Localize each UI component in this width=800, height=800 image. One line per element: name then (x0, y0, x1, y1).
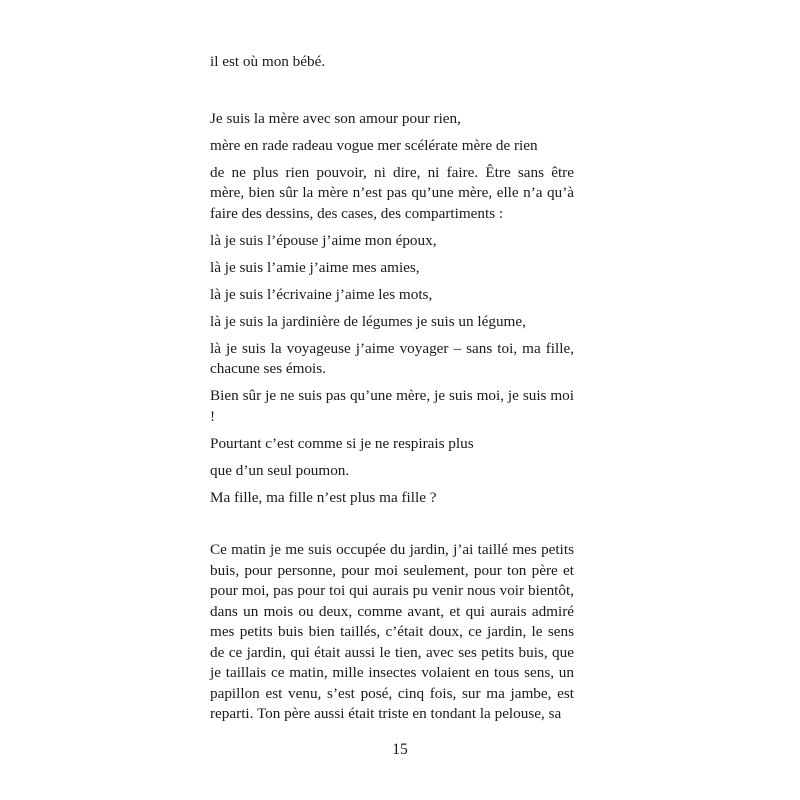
text-line: là je suis la jardinière de légumes je suis un légume, (210, 312, 526, 330)
text-line: que d’un seul poumon. (210, 461, 350, 479)
text-line: il est où mon bébé. (210, 53, 326, 70)
text-paragraph: Bien sûr je ne suis pas qu’une mère, je suis moi, je suis moi ! (210, 387, 574, 425)
page-number: 15 (392, 741, 408, 758)
text-line: mère en rade radeau vogue mer scélérate mère de rien (210, 136, 538, 154)
text-paragraph: Ce matin je me suis occupée du jardin, j’ai taillé mes petits buis, pour personne, pour moi seulement, pour ton père et pour moi, pas pour toi qui aurais pu venir nous voir bientôt, dans un mois ou deux, comme avant, et qui aurais admiré mes petits buis bien taillés, c’était doux, ce jardin, le sens de ce jardin, qui était aussi le tien, avec ses petits buis, que je taillais ce matin, mille insectes volaient en tous sens, un papillon est venu, s’est posé, cinq fois, sur ma jambe, est reparti. Ton père aussi était triste en tondant la pelouse, sa (210, 541, 574, 722)
text-line: Je suis la mère avec son amour pour rien, (210, 109, 461, 127)
text-paragraph: là je suis la voyageuse j’aime voyager – sans toi, ma fille, chacune ses émois. (210, 339, 574, 377)
text-paragraph: de ne plus rien pouvoir, ni dire, ni faire. Être sans être mère, bien sûr la mère n’est pas qu’une mère, elle n’a qu’à faire des dessins, des cases, des compartiments : (210, 163, 574, 222)
text-line: Ma fille, ma fille n’est plus ma fille ? (210, 488, 437, 506)
page-text (210, 52, 574, 731)
text-line: là je suis l’écrivaine j’aime les mots, (210, 285, 433, 303)
text-line: là je suis l’épouse j’aime mon époux, (210, 231, 437, 249)
text-line: là je suis l’amie j’aime mes amies, (210, 258, 420, 276)
text-line: Pourtant c’est comme si je ne respirais plus (210, 434, 474, 452)
